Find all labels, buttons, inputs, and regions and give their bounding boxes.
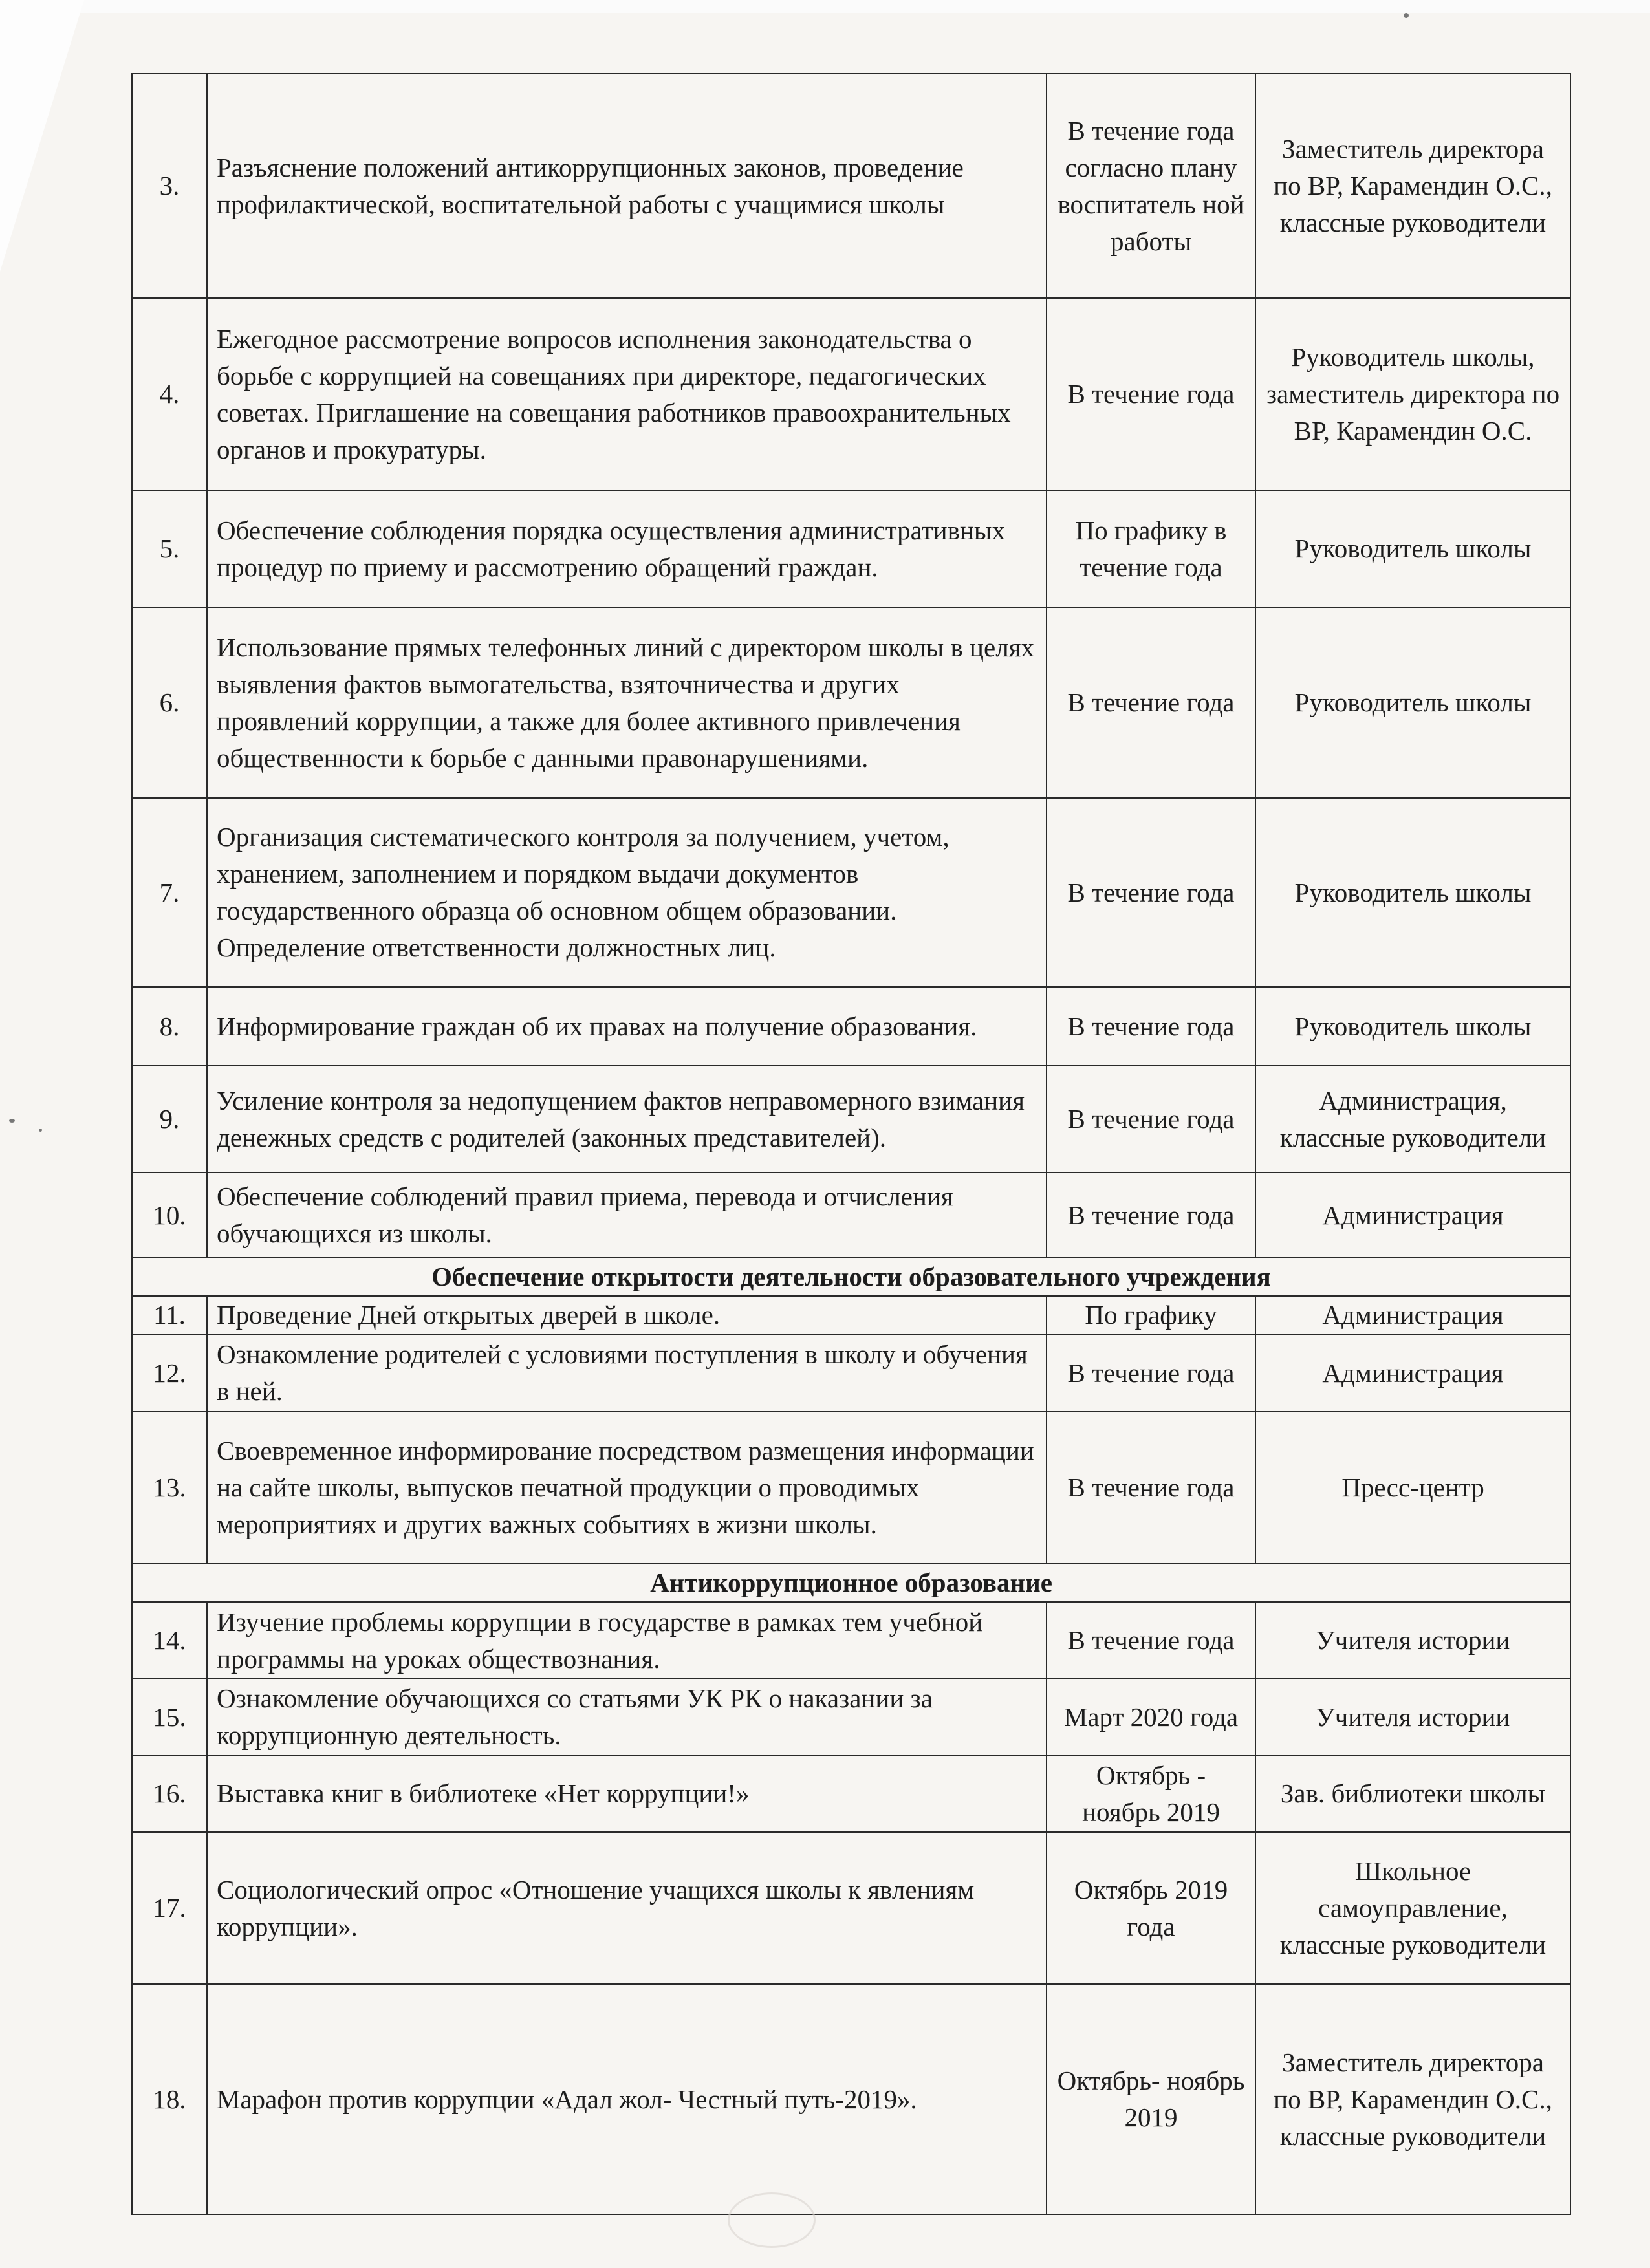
activity-term: В течение года: [1047, 1412, 1255, 1564]
row-number: 11.: [132, 1296, 207, 1334]
table-row: [132, 1602, 1570, 1679]
activity-responsible: Администрация, классные руководители: [1255, 1066, 1570, 1172]
row-number: 6.: [132, 607, 207, 798]
activity-text: Организация систематического контроля за получением, учетом, хранением, заполнением и порядком выдачи документов государственного образца об основном общем образовании. Определение ответственности должностных лиц.: [207, 798, 1047, 987]
row-number: 3.: [132, 74, 207, 298]
row-number: 9.: [132, 1066, 207, 1172]
activity-text: Проведение Дней открытых дверей в школе.: [207, 1296, 1047, 1334]
activity-term: Октябрь- ноябрь 2019: [1047, 1984, 1255, 2214]
table-row: [132, 490, 1570, 607]
activity-text: Своевременное информирование посредством размещения информации на сайте школы, выпусков печатной продукции о проводимых мероприятиях и других важных событиях в жизни школы.: [207, 1412, 1047, 1564]
activity-term: По графику в течение года: [1047, 490, 1255, 607]
table-row: [132, 1832, 1570, 1984]
activity-term: Октябрь 2019 года: [1047, 1832, 1255, 1984]
scan-speck: [9, 1119, 15, 1123]
activity-term: В течение года: [1047, 1602, 1255, 1679]
row-number: 15.: [132, 1679, 207, 1755]
activity-term: В течение года: [1047, 607, 1255, 798]
activity-responsible: Администрация: [1255, 1172, 1570, 1258]
scan-speck: [39, 1129, 42, 1132]
activity-text: Информирование граждан об их правах на получение образования.: [207, 987, 1047, 1066]
section-title: Обеспечение открытости деятельности образовательного учреждения: [132, 1258, 1570, 1296]
table-row: [132, 74, 1570, 298]
row-number: 18.: [132, 1984, 207, 2214]
table-row: [132, 1984, 1570, 2214]
scan-speck: [1404, 13, 1409, 18]
activity-text: Ознакомление обучающихся со статьями УК РК о наказании за коррупционную деятельность.: [207, 1679, 1047, 1755]
section-header-row: [132, 1564, 1570, 1602]
row-number: 5.: [132, 490, 207, 607]
row-number: 7.: [132, 798, 207, 987]
activity-text: Выставка книг в библиотеке «Нет коррупции!»: [207, 1755, 1047, 1832]
activity-text: Ежегодное рассмотрение вопросов исполнения законодательства о борьбе с коррупцией на совещаниях при директоре, педагогических советах. Приглашение на совещания работников правоохранительных органов и прокуратуры.: [207, 298, 1047, 490]
row-number: 16.: [132, 1755, 207, 1832]
row-number: 12.: [132, 1334, 207, 1412]
row-number: 13.: [132, 1412, 207, 1564]
scan-corner-fold: [0, 0, 84, 272]
activity-term: В течение года: [1047, 987, 1255, 1066]
activity-text: Использование прямых телефонных линий с директором школы в целях выявления фактов вымогательства, взяточничества и других проявлений коррупции, а также для более активного привлечения общественности к борьбе с данными правонарушениями.: [207, 607, 1047, 798]
table-row: [132, 1172, 1570, 1258]
activity-responsible: Пресс-центр: [1255, 1412, 1570, 1564]
row-number: 4.: [132, 298, 207, 490]
activity-responsible: Администрация: [1255, 1334, 1570, 1412]
faint-stamp-mark: [728, 2192, 816, 2248]
row-number: 17.: [132, 1832, 207, 1984]
table-row: [132, 298, 1570, 490]
activity-responsible: Учителя истории: [1255, 1602, 1570, 1679]
activity-text: Ознакомление родителей с условиями поступления в школу и обучения в ней.: [207, 1334, 1047, 1412]
activity-term: В течение года: [1047, 798, 1255, 987]
activity-text: Разъяснение положений антикоррупционных законов, проведение профилактической, воспитательной работы с учащимися школы: [207, 74, 1047, 298]
activity-term: В течение года: [1047, 1172, 1255, 1258]
activity-text: Обеспечение соблюдения порядка осуществления административных процедур по приему и рассмотрению обращений граждан.: [207, 490, 1047, 607]
activity-responsible: Руководитель школы: [1255, 490, 1570, 607]
activity-responsible: Заместитель директора по ВР, Карамендин О.С., классные руководители: [1255, 74, 1570, 298]
activity-responsible: Руководитель школы: [1255, 987, 1570, 1066]
scan-edge-top: [0, 0, 1650, 13]
section-header-row: [132, 1258, 1570, 1296]
activity-term: Октябрь - ноябрь 2019: [1047, 1755, 1255, 1832]
table-row: [132, 607, 1570, 798]
activity-text: Марафон против коррупции «Адал жол- Честный путь-2019».: [207, 1984, 1047, 2214]
activity-responsible: Руководитель школы, заместитель директора по ВР, Карамендин О.С.: [1255, 298, 1570, 490]
table-row: [132, 1334, 1570, 1412]
table-row: [132, 1066, 1570, 1172]
activity-term: В течение года: [1047, 1066, 1255, 1172]
table-row: [132, 798, 1570, 987]
activity-responsible: Администрация: [1255, 1296, 1570, 1334]
activity-term: В течение года: [1047, 298, 1255, 490]
activity-text: Социологический опрос «Отношение учащихся школы к явлениям коррупции».: [207, 1832, 1047, 1984]
row-number: 10.: [132, 1172, 207, 1258]
anticorruption-plan-table: [131, 73, 1571, 2215]
activity-term: В течение года согласно плану воспитатель ной работы: [1047, 74, 1255, 298]
activity-term: Март 2020 года: [1047, 1679, 1255, 1755]
table-row: [132, 1296, 1570, 1334]
activity-responsible: Заместитель директора по ВР, Карамендин О.С., классные руководители: [1255, 1984, 1570, 2214]
table-row: [132, 1679, 1570, 1755]
activity-responsible: Учителя истории: [1255, 1679, 1570, 1755]
activity-responsible: Школьное самоуправление, классные руководители: [1255, 1832, 1570, 1984]
activity-text: Обеспечение соблюдений правил приема, перевода и отчисления обучающихся из школы.: [207, 1172, 1047, 1258]
activity-term: В течение года: [1047, 1334, 1255, 1412]
activity-responsible: Руководитель школы: [1255, 798, 1570, 987]
activity-responsible: Руководитель школы: [1255, 607, 1570, 798]
activity-responsible: Зав. библиотеки школы: [1255, 1755, 1570, 1832]
activity-text: Изучение проблемы коррупции в государстве в рамках тем учебной программы на уроках обществознания.: [207, 1602, 1047, 1679]
row-number: 8.: [132, 987, 207, 1066]
row-number: 14.: [132, 1602, 207, 1679]
activity-term: По графику: [1047, 1296, 1255, 1334]
table-row: [132, 987, 1570, 1066]
table-row: [132, 1755, 1570, 1832]
activity-text: Усиление контроля за недопущением фактов неправомерного взимания денежных средств с родителей (законных представителей).: [207, 1066, 1047, 1172]
section-title: Антикоррупционное образование: [132, 1564, 1570, 1602]
table-row: [132, 1412, 1570, 1564]
